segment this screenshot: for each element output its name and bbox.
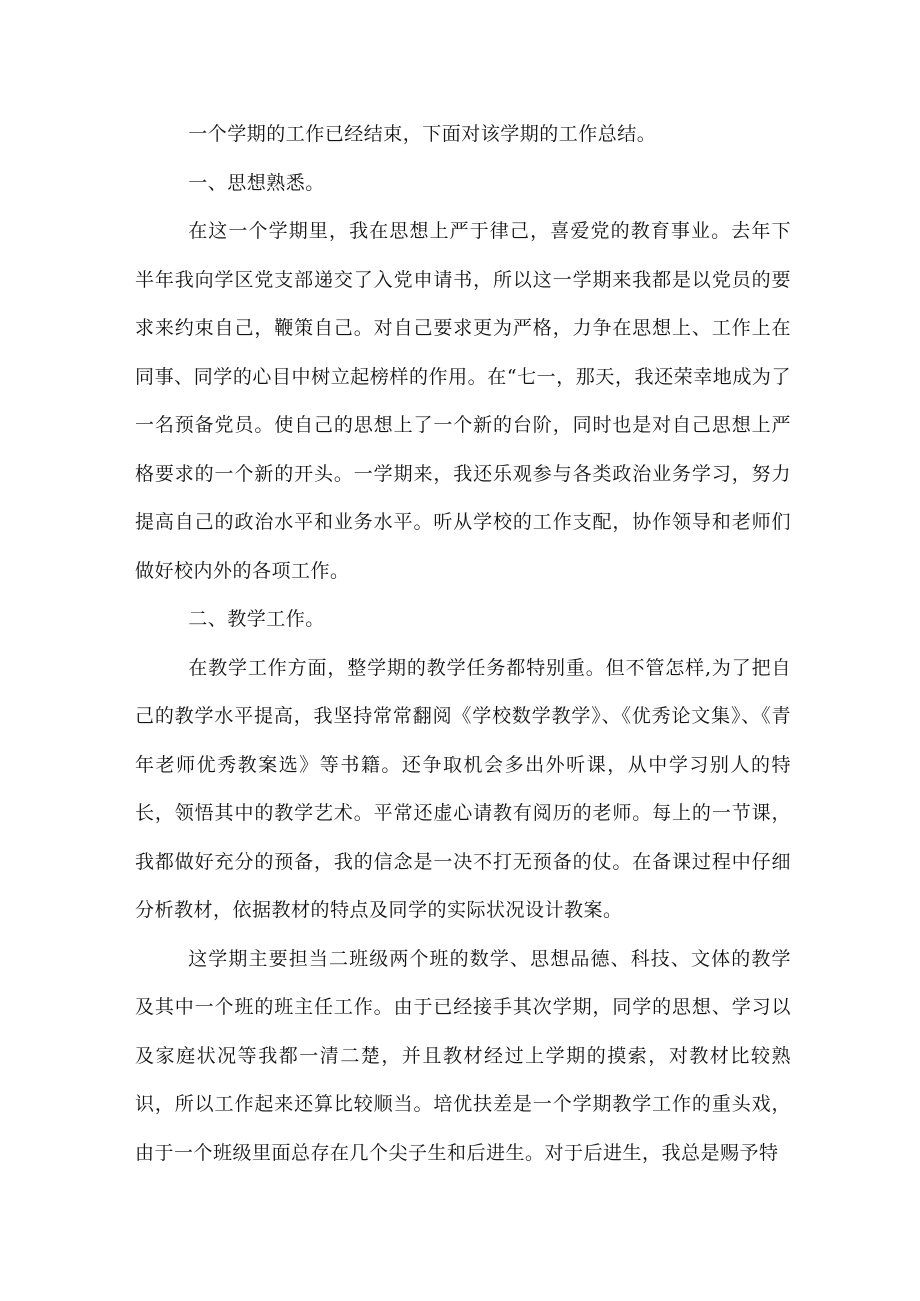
- section-heading-thought: 一、思想熟悉。: [188, 171, 325, 194]
- document-body: [135, 110, 791, 1177]
- section-heading-teaching: 二、教学工作。: [188, 608, 325, 630]
- class-work-paragraph: 这学期主要担当二班级两个班的数学、思想品德、科技、文体的教学及其中一个班的班主任工作。由于已经接手其次学期，同学的思想、学习以及家庭状况等我都一清二楚，并且教材经过上学期的摸索，对教材比较熟识，所以工作起来还算比较顺当。培优扶差是一个学期教学工作的重头戏，由于一个班级里面总存在几个尖子生和后进生。对于后进生，我总是赐予特: [135, 947, 791, 1164]
- intro-paragraph: 一个学期的工作已经结束，下面对该学期的工作总结。: [188, 123, 657, 145]
- thought-paragraph: 在这一个学期里，我在思想上严于律己，喜爱党的教育事业。去年下半年我向学区党支部递交了入党申请书，所以这一学期来我都是以党员的要求来约束自己，鞭策自己。对自己要求更为严格，力争在思想上、工作上在同事、同学的心目中树立起榜样的作用。在“七一，那天，我还荣幸地成为了一名预备党员。使自己的思想上了一个新的台阶，同时也是对自己思想上严格要求的一个新的开头。一学期来，我还乐观参与各类政治业务学习，努力提高自己的政治水平和业务水平。听从学校的工作支配，协作领导和老师们做好校内外的各项工作。: [135, 220, 791, 582]
- teaching-paragraph: 在教学工作方面，整学期的教学任务都特别重。但不管怎样,为了把自己的教学水平提高，我坚持常常翻阅《学校数学教学》、《优秀论文集》、《青年老师优秀教案选》等书籍。还争取机会多出外听课，从中学习别人的特长，领悟其中的教学艺术。平常还虚心请教有阅历的老师。每上的一节课，我都做好充分的预备，我的信念是一决不打无预备的仗。在备课过程中仔细分析教材，依据教材的特点及同学的实际状况设计教案。: [135, 656, 791, 921]
